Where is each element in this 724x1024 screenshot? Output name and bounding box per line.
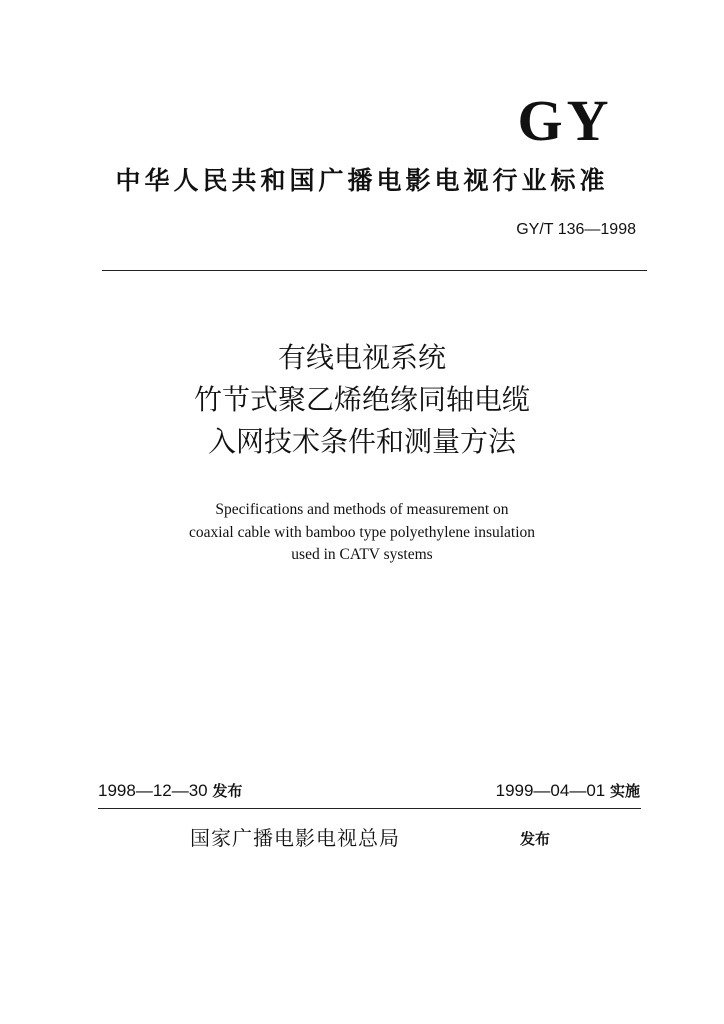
english-title-line-1: Specifications and methods of measurement on xyxy=(215,501,509,518)
top-divider xyxy=(102,270,647,271)
issue-label: 发布 xyxy=(212,782,243,800)
english-title-line-2: coaxial cable with bamboo type polyethylene insulation xyxy=(188,523,536,541)
industry-standard-title: 中华人民共和国广播电影电视行业标准 xyxy=(115,166,609,195)
effective-date: 1999—04—01 xyxy=(495,781,606,800)
issue-date-block xyxy=(98,780,242,801)
chinese-title-line-3: 入网技术条件和测量方法 xyxy=(207,425,516,458)
effective-date-block xyxy=(496,780,640,801)
gy-logo: GY xyxy=(517,88,613,153)
issuer-action: 发布 xyxy=(520,830,551,848)
chinese-title-line-2: 竹节式聚乙烯绝缘同轴电缆 xyxy=(193,383,530,416)
english-title-line-3: used in CATV systems xyxy=(291,546,433,563)
standard-number: GY/T 136—1998 xyxy=(516,221,636,238)
issue-date: 1998—12—30 xyxy=(98,781,208,800)
english-title xyxy=(0,499,724,567)
chinese-title-line-1: 有线电视系统 xyxy=(277,341,446,374)
issuer-name: 国家广播电影电视总局 xyxy=(190,826,400,850)
bottom-divider xyxy=(98,808,641,809)
chinese-title xyxy=(0,337,724,463)
effective-label: 实施 xyxy=(609,782,640,800)
